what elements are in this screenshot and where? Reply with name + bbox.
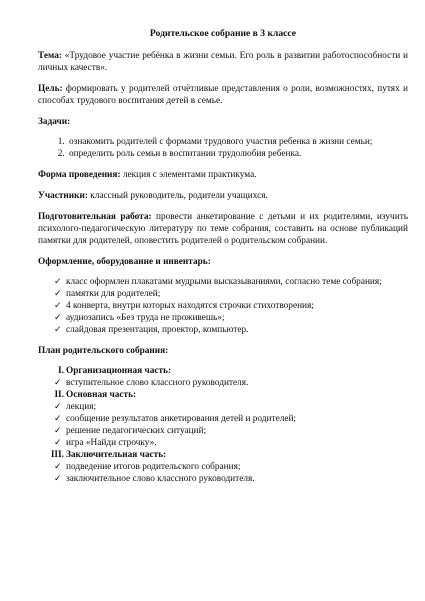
form-paragraph (38, 169, 408, 181)
check-mark-icon: ✓ (54, 301, 62, 311)
check-mark-icon: ✓ (54, 313, 62, 323)
page-title: Родительское собрание в 3 классе (149, 28, 297, 39)
list-item: ✓ подведение итогов родительского собрания; (54, 462, 241, 472)
prep-paragraph (38, 211, 408, 247)
check-mark-icon: ✓ (54, 426, 62, 436)
participants-text: классный руководитель, родители учащихся. (90, 191, 268, 201)
section-number: III. (50, 450, 64, 460)
plan-section-list (38, 401, 408, 449)
check-mark-icon: ✓ (54, 325, 62, 335)
equipment-list (38, 276, 408, 336)
prep-label: Подготовительная работа: (38, 212, 152, 222)
topic-label: Тема: (38, 51, 62, 61)
section-number: II. (54, 390, 64, 400)
check-mark-icon: ✓ (54, 402, 62, 412)
section-number: I. (58, 366, 64, 376)
goal-text: формировать у родителей отчётливые представления о роли, возможностях, путях и способах трудового воспитания детей в семье. (38, 84, 408, 106)
list-item: ✓ вступительное слово классного руководителя. (54, 378, 249, 388)
plan-section-heading (38, 365, 408, 377)
check-mark-icon: ✓ (54, 438, 62, 448)
tasks-heading: Задачи: (38, 117, 71, 127)
list-item: ✓ слайдовая презентация, проектор, компьютер. (54, 325, 249, 335)
goal-label: Цель: (38, 84, 63, 94)
check-mark-icon: ✓ (54, 378, 62, 388)
list-item: ✓ игра «Найди строчку». (54, 438, 157, 448)
list-item: ✓ аудиозапись «Без труда не проживешь»; (54, 313, 225, 323)
list-item: ✓ сообщение результатов анкетирования детей и родителей; (54, 414, 297, 424)
plan-heading: План родительского собрания: (38, 346, 169, 356)
list-item: ✓ решение педагогических ситуаций; (54, 426, 207, 436)
list-item: ✓ заключительное слово классного руководителя. (54, 474, 255, 484)
check-mark-icon: ✓ (54, 462, 62, 472)
goal-paragraph (38, 83, 408, 107)
check-mark-icon: ✓ (54, 277, 62, 287)
tasks-list (38, 136, 408, 160)
check-mark-icon: ✓ (54, 414, 62, 424)
plan-section-list (38, 461, 408, 485)
form-text: лекция с элементами практикума. (122, 170, 257, 180)
form-label: Форма проведения: (38, 170, 121, 180)
check-mark-icon: ✓ (54, 474, 62, 484)
task-item: 2. определить роль семьи в воспитании трудолюбия ребенка. (67, 148, 408, 160)
list-item: ✓ класс оформлен плакатами мудрыми высказываниями, согласно теме собрания; (54, 277, 382, 287)
list-item: ✓ лекция; (54, 402, 97, 412)
topic-text: «Трудовое участие ребёнка в жизни семьи. Его роль в развитии работоспособности и личных качеств». (38, 51, 408, 73)
list-item: ✓ памятки для родителей; (54, 289, 161, 299)
section-title: Основная часть: (66, 390, 137, 400)
participants-paragraph (38, 190, 408, 202)
task-item: 1. ознакомить родителей с формами трудового участия ребенка в жизни семьи; (67, 136, 408, 148)
section-title: Заключительная часть: (66, 450, 167, 460)
participants-label: Участники: (38, 191, 88, 201)
list-item: ✓ 4 конверта, внутри которых находятся строчки стихотворения; (54, 301, 314, 311)
check-mark-icon: ✓ (54, 289, 62, 299)
section-title: Организационная часть: (66, 366, 172, 376)
topic-paragraph (38, 50, 408, 74)
plan-section-list (38, 377, 408, 389)
document-body (38, 28, 408, 485)
plan-section-heading (38, 449, 408, 461)
prep-text: провести анкетирование с детьми и их родителями, изучить психолого-педагогическую литературу по теме собрания, составить на основе публикаций памятки для родителей, оповестить родителей о родительском собрании. (38, 212, 408, 246)
plan-section-heading (38, 389, 408, 401)
equipment-heading: Оформление, оборудование и инвентарь: (38, 257, 211, 267)
